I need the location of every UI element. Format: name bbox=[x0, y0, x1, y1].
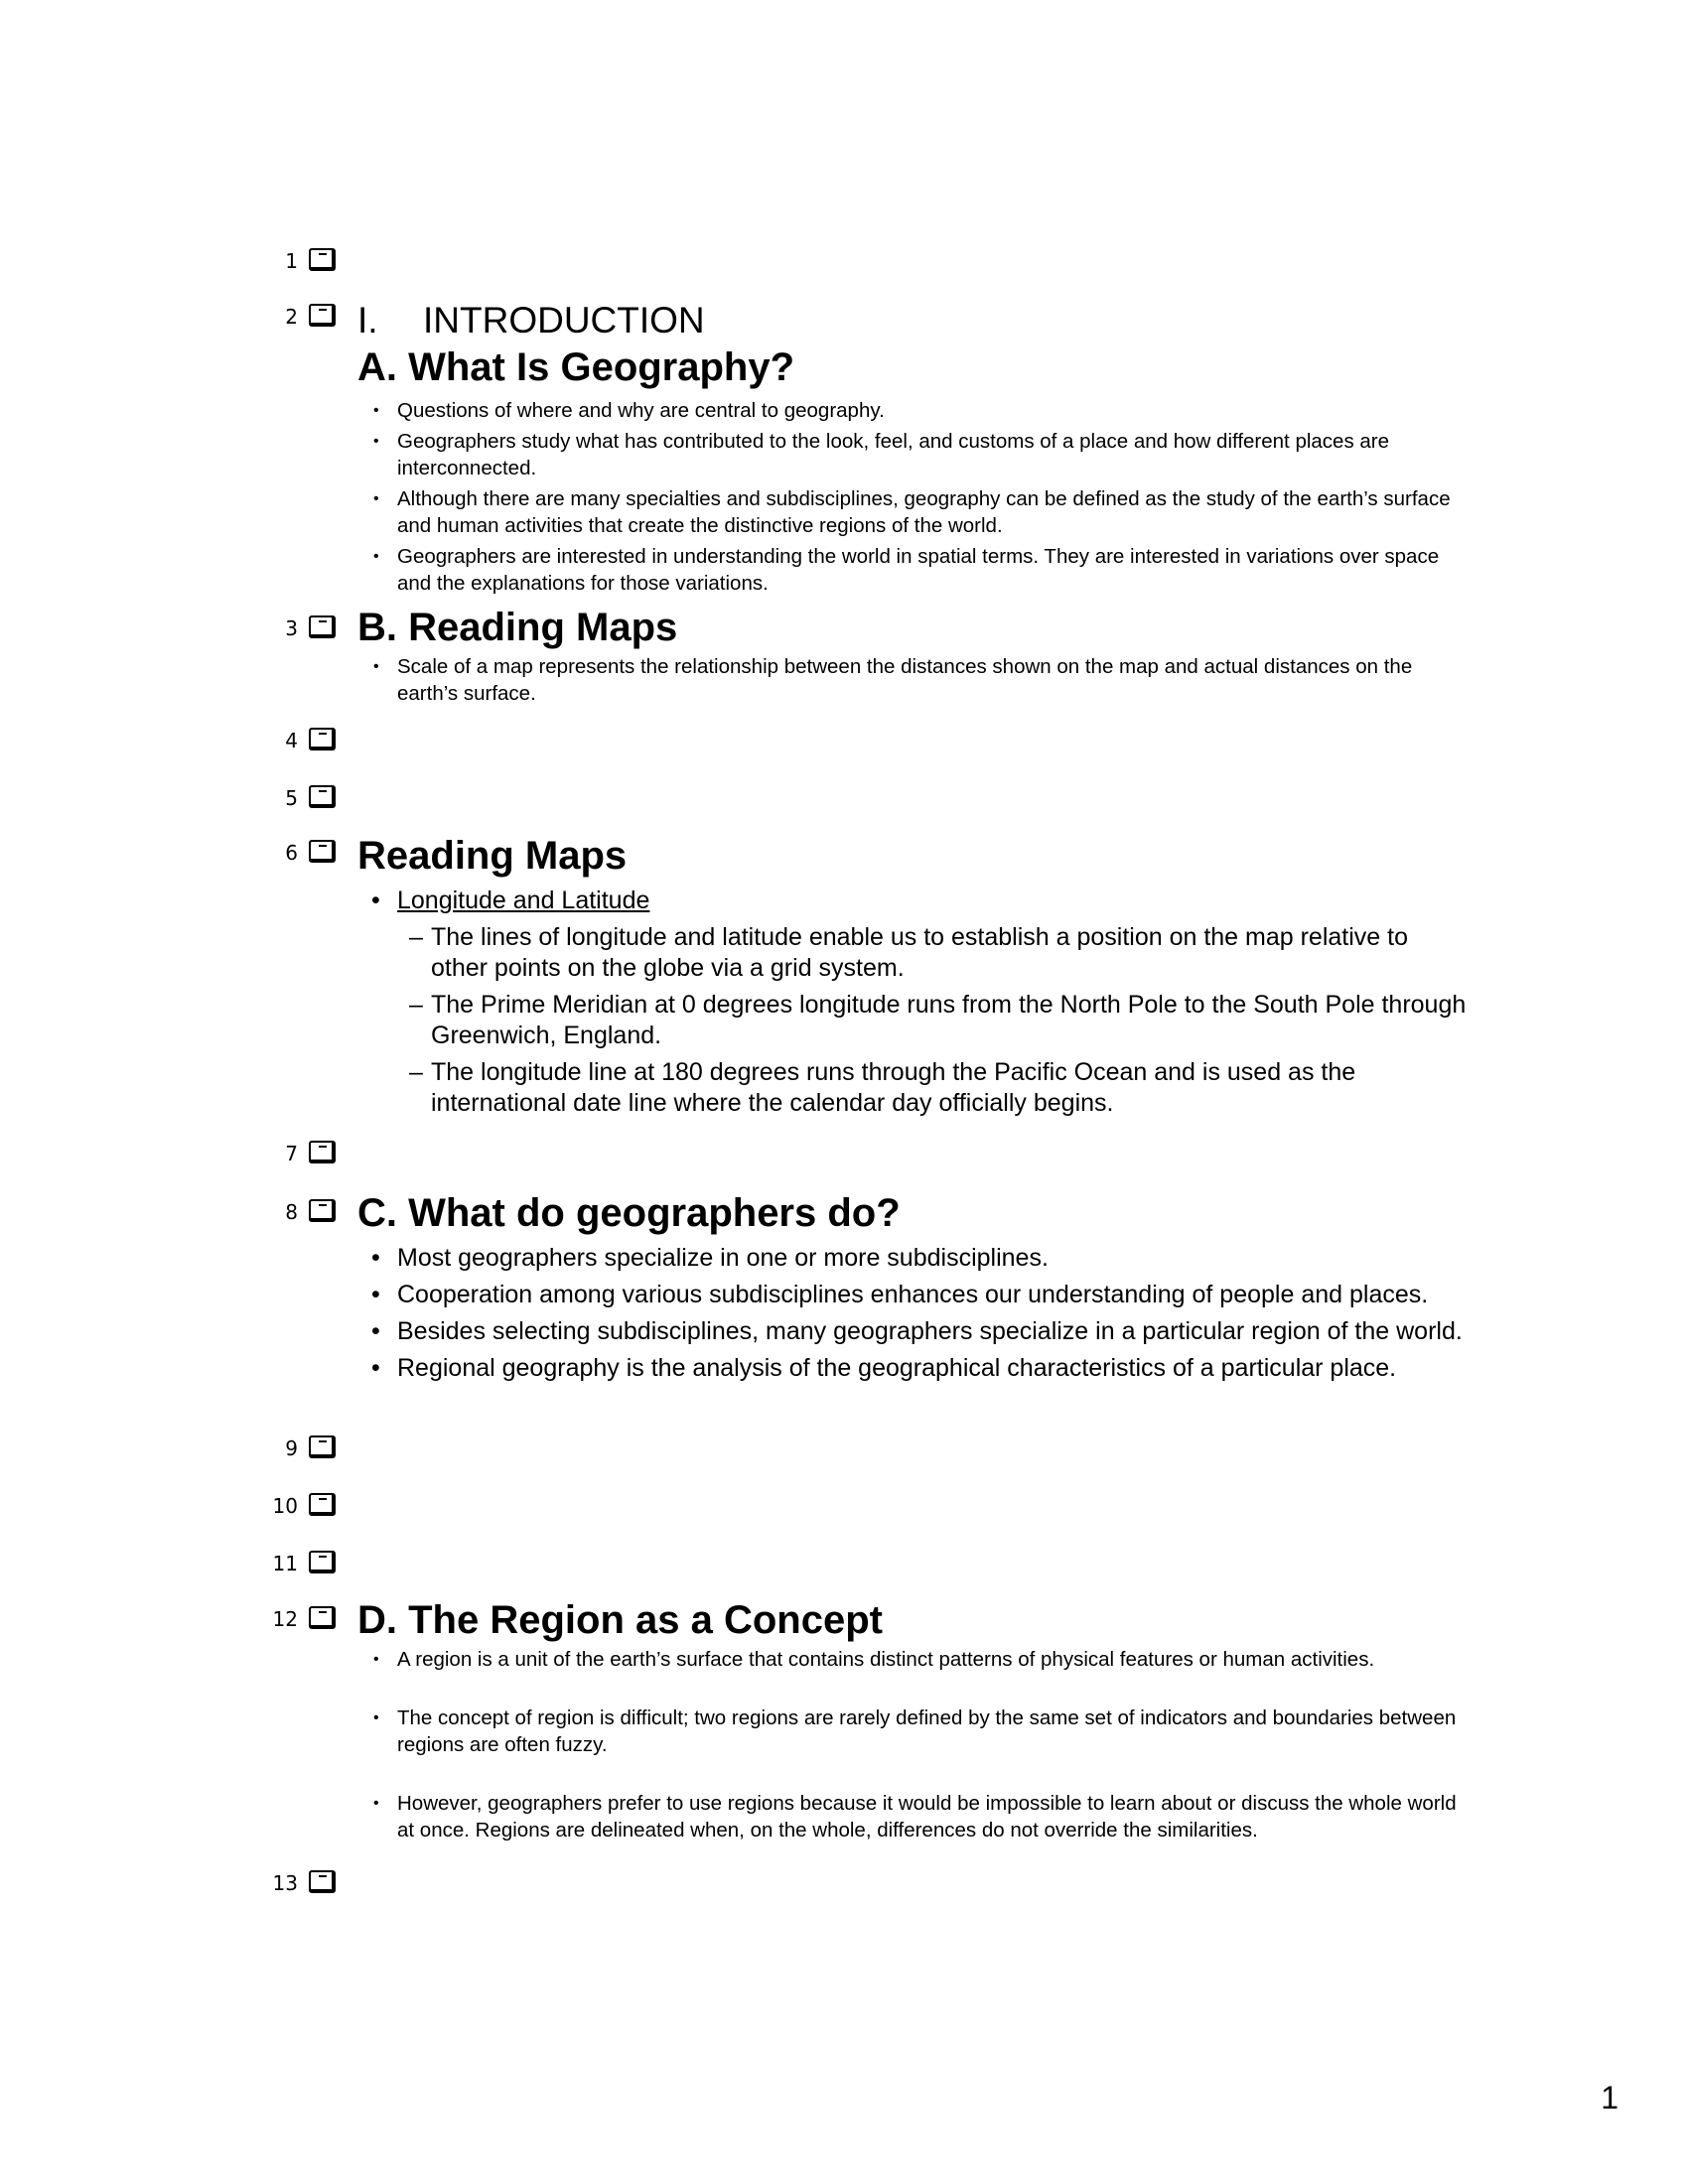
list-item: • Although there are many specialties and subdisciplines, geography can be defined as the study of the earth’s surface and human activities that create the distinctive regions of the world. bbox=[357, 485, 1470, 539]
slide-number: 3 bbox=[285, 616, 298, 640]
slide-number: 4 bbox=[285, 729, 298, 752]
slide-content bbox=[357, 604, 1470, 711]
slide-number: 9 bbox=[285, 1436, 298, 1460]
slide-heading: B. Reading Maps bbox=[357, 606, 678, 649]
slide-icon[interactable] bbox=[309, 248, 336, 271]
list-item: • Cooperation among various subdisciplines enhances our understanding of people and places. bbox=[357, 1280, 1470, 1310]
list-item: • Scale of a map represents the relationship between the distances shown on the map and actual distances on the earth’s surface. bbox=[357, 653, 1470, 707]
bullet-list bbox=[357, 1646, 1470, 1843]
slide-content bbox=[357, 1189, 1470, 1390]
slide-icon[interactable] bbox=[309, 615, 336, 638]
slide-icon[interactable] bbox=[309, 1606, 336, 1629]
slide-number: 13 bbox=[272, 1871, 298, 1895]
list-item: • Questions of where and why are central to geography. bbox=[357, 397, 1470, 424]
slide-icon[interactable] bbox=[309, 304, 336, 327]
slide-content bbox=[357, 832, 1470, 1125]
list-item: • Besides selecting subdisciplines, many geographers specialize in a particular region of the world. bbox=[357, 1316, 1470, 1347]
slide-number: 10 bbox=[272, 1494, 298, 1518]
slide-icon[interactable] bbox=[309, 1141, 336, 1163]
slide-icon[interactable] bbox=[309, 1493, 336, 1516]
list-item: • Geographers are interested in understanding the world in spatial terms. They are interested in variations over space and the explanations for those variations. bbox=[357, 543, 1470, 597]
slide-heading: A. What Is Geography? bbox=[357, 345, 795, 389]
list-item bbox=[357, 886, 1470, 1119]
list-item: • Geographers study what has contributed to the look, feel, and customs of a place and how different places are interconnected. bbox=[357, 428, 1470, 481]
slide-icon[interactable] bbox=[309, 1435, 336, 1458]
list-item: • The concept of region is difficult; two regions are rarely defined by the same set of indicators and boundaries between regions are often fuzzy. bbox=[357, 1705, 1470, 1758]
slide-number: 5 bbox=[285, 786, 298, 810]
slide-content bbox=[357, 1596, 1470, 1875]
slide-number: 2 bbox=[285, 305, 298, 329]
slide-number: 12 bbox=[272, 1607, 298, 1631]
list-item: • A region is a unit of the earth’s surface that contains distinct patterns of physical features or human activities. bbox=[357, 1646, 1470, 1673]
slide-number: 7 bbox=[285, 1142, 298, 1165]
slide-content bbox=[357, 298, 1470, 601]
bullet-topic: Longitude and Latitude bbox=[397, 887, 650, 914]
bullet-list bbox=[357, 653, 1470, 707]
slide-number: 8 bbox=[285, 1200, 298, 1224]
sub-list-item: – The lines of longitude and latitude enable us to establish a position on the map relative to other points on the globe via a grid system. bbox=[397, 922, 1470, 984]
slide-heading: Reading Maps bbox=[357, 834, 628, 878]
slide-icon[interactable] bbox=[309, 1551, 336, 1573]
sub-bullet-list bbox=[397, 922, 1470, 1119]
slide-heading: D. The Region as a Concept bbox=[357, 1598, 883, 1642]
list-item: • Regional geography is the analysis of the geographical characteristics of a particular place. bbox=[357, 1353, 1470, 1384]
sub-list-item: – The Prime Meridian at 0 degrees longitude runs from the North Pole to the South Pole through Greenwich, England. bbox=[397, 990, 1470, 1051]
bullet-list bbox=[357, 886, 1470, 1119]
bullet-list bbox=[357, 397, 1470, 597]
slide-icon[interactable] bbox=[309, 1199, 336, 1222]
bullet-list bbox=[357, 1243, 1470, 1384]
sub-list-item: – The longitude line at 180 degrees runs through the Pacific Ocean and is used as the international date line where the calendar day officially begins. bbox=[397, 1057, 1470, 1119]
slide-icon[interactable] bbox=[309, 728, 336, 751]
slide-heading: C. What do geographers do? bbox=[357, 1191, 901, 1235]
list-item: • Most geographers specialize in one or more subdisciplines. bbox=[357, 1243, 1470, 1274]
page-number: 1 bbox=[1601, 2080, 1618, 2116]
section-heading bbox=[357, 298, 1470, 343]
list-item: • However, geographers prefer to use regions because it would be impossible to learn about or discuss the whole world at once. Regions are delineated when, on the whole, differences do not override the similarities. bbox=[357, 1790, 1470, 1843]
slide-number: 11 bbox=[272, 1552, 298, 1575]
slide-icon[interactable] bbox=[309, 1870, 336, 1893]
slide-icon[interactable] bbox=[309, 840, 336, 863]
section-number: I. bbox=[357, 300, 378, 341]
slide-number: 6 bbox=[285, 841, 298, 865]
slide-icon[interactable] bbox=[309, 785, 336, 808]
section-title: INTRODUCTION bbox=[423, 300, 705, 341]
slide-number: 1 bbox=[285, 249, 298, 273]
